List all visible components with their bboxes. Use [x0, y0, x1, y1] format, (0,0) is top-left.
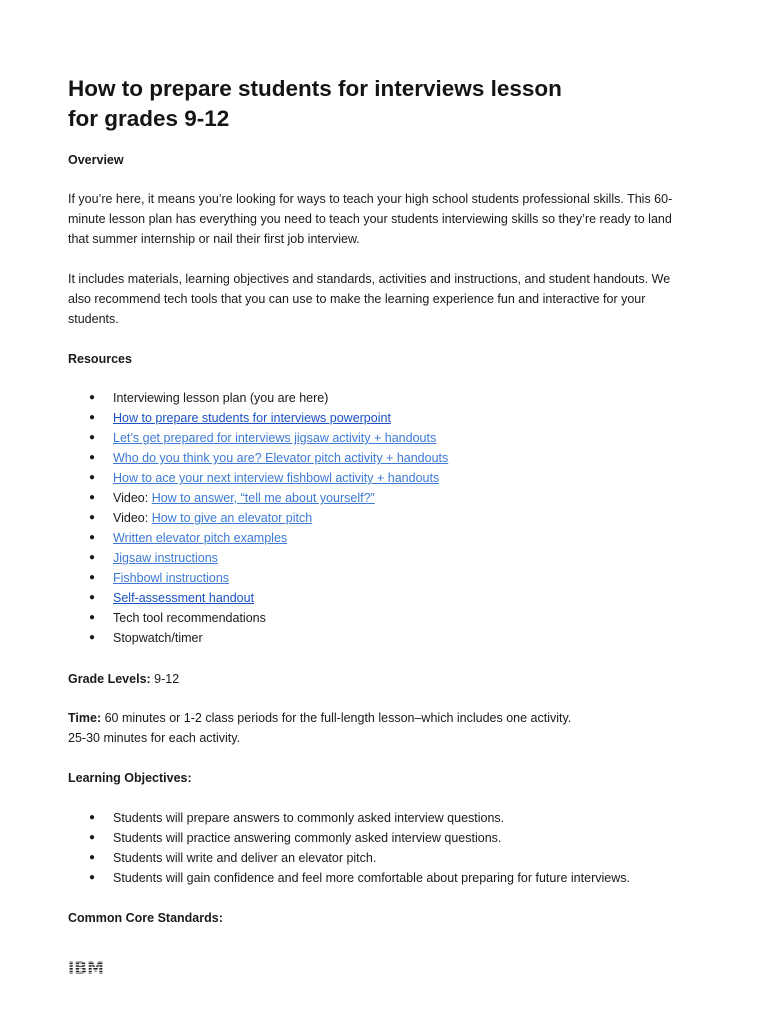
objective-item	[68, 828, 630, 848]
title-line-1: How to prepare students for interviews lesson	[68, 76, 562, 101]
objectives-list	[68, 808, 630, 888]
grade-levels-value: 9-12	[150, 672, 180, 686]
bullet-icon: ●	[89, 612, 96, 623]
text-line: If you’re here, it means you’re looking for ways to teach your high school students professional skills. This 60-	[68, 192, 673, 206]
resource-text: Interviewing lesson plan (you are here)	[113, 391, 329, 405]
resource-item	[68, 468, 448, 488]
resource-item	[68, 488, 448, 508]
time-line-1: 60 minutes or 1-2 class periods for the full-length lesson–which includes one activity.	[101, 711, 572, 725]
overview-heading: Overview	[68, 153, 124, 167]
bullet-icon: ●	[89, 872, 96, 883]
resource-link-jigsaw-instructions[interactable]: Jigsaw instructions	[113, 551, 218, 565]
time-line-2: 25-30 minutes for each activity.	[68, 731, 241, 745]
grade-levels-line	[68, 669, 700, 689]
common-core-standards-heading: Common Core Standards:	[68, 911, 223, 925]
resource-item	[68, 408, 448, 428]
objective-item	[68, 848, 630, 868]
bullet-icon: ●	[89, 552, 96, 563]
resource-item	[68, 528, 448, 548]
resource-item	[68, 448, 448, 468]
resource-link-jigsaw-activity[interactable]: Let’s get prepared for interviews jigsaw activity + handouts	[113, 431, 437, 445]
objective-text: Students will practice answering commonly asked interview questions.	[113, 831, 502, 845]
resource-link-video-elevator-pitch[interactable]: How to give an elevator pitch	[151, 511, 313, 525]
objective-text: Students will gain confidence and feel more comfortable about preparing for future interviews.	[113, 871, 630, 885]
grade-levels-label: Grade Levels:	[68, 672, 151, 686]
text-line: also recommend tech tools that you can use to make the learning experience fun and interactive for your	[68, 292, 646, 306]
overview-paragraph-2	[68, 269, 700, 329]
page-title	[68, 74, 708, 134]
resource-link-elevator-pitch-examples[interactable]: Written elevator pitch examples	[113, 531, 288, 545]
resource-item	[68, 588, 448, 608]
bullet-icon: ●	[89, 432, 96, 443]
resource-link-self-assessment[interactable]: Self-assessment handout	[113, 591, 255, 605]
bullet-icon: ●	[89, 572, 96, 583]
resource-text: Stopwatch/timer	[113, 631, 203, 645]
resources-list	[68, 388, 448, 648]
bullet-icon: ●	[89, 472, 96, 483]
bullet-icon: ●	[89, 452, 96, 463]
bullet-icon: ●	[89, 392, 96, 403]
learning-objectives-heading: Learning Objectives:	[68, 771, 192, 785]
resource-link-powerpoint[interactable]: How to prepare students for interviews powerpoint	[113, 411, 391, 425]
bullet-icon: ●	[89, 812, 96, 823]
resource-item	[68, 388, 448, 408]
text-line: It includes materials, learning objectives and standards, activities and instructions, and student handouts. We	[68, 272, 671, 286]
video-prefix: Video:	[113, 491, 152, 505]
bullet-icon: ●	[89, 632, 96, 643]
resource-link-elevator-pitch-activity[interactable]: Who do you think you are? Elevator pitch activity + handouts	[113, 451, 449, 465]
bullet-icon: ●	[89, 532, 96, 543]
objective-text: Students will write and deliver an elevator pitch.	[113, 851, 377, 865]
text-line: students.	[68, 312, 119, 326]
resource-item	[68, 508, 448, 528]
objective-item	[68, 868, 630, 888]
time-paragraph	[68, 708, 700, 748]
bullet-icon: ●	[89, 412, 96, 423]
resource-text: Tech tool recommendations	[113, 611, 266, 625]
text-line: minute lesson plan has everything you need to teach your students interviewing skills so they’re ready to land	[68, 212, 672, 226]
resource-item	[68, 428, 448, 448]
objective-item	[68, 808, 630, 828]
resource-item	[68, 548, 448, 568]
resource-link-fishbowl-activity[interactable]: How to ace your next interview fishbowl activity + handouts	[113, 471, 440, 485]
bullet-icon: ●	[89, 852, 96, 863]
bullet-icon: ●	[89, 492, 96, 503]
resource-item	[68, 608, 448, 628]
ibm-logo-text: IBM	[68, 959, 104, 979]
overview-paragraph-1	[68, 189, 700, 249]
resource-link-video-tell-me-about-yourself[interactable]: How to answer, “tell me about yourself?”	[151, 491, 375, 505]
resource-item	[68, 568, 448, 588]
resource-item	[68, 628, 448, 648]
resources-heading: Resources	[68, 352, 132, 366]
time-label: Time:	[68, 711, 102, 725]
resource-link-fishbowl-instructions[interactable]: Fishbowl instructions	[113, 571, 230, 585]
bullet-icon: ●	[89, 592, 96, 603]
objective-text: Students will prepare answers to commonly asked interview questions.	[113, 811, 505, 825]
bullet-icon: ●	[89, 512, 96, 523]
bullet-icon: ●	[89, 832, 96, 843]
ibm-logo	[68, 957, 104, 979]
text-line: that summer internship or nail their first job interview.	[68, 232, 360, 246]
title-line-2: for grades 9-12	[68, 106, 230, 131]
video-prefix: Video:	[113, 511, 152, 525]
